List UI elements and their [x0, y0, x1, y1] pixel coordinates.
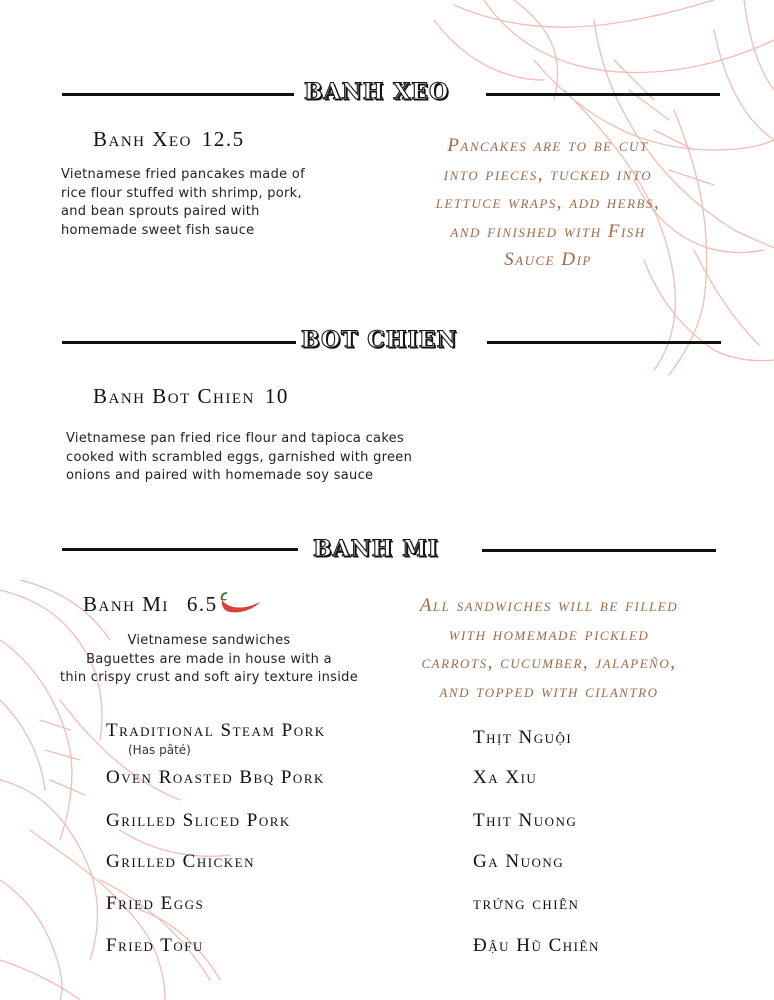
note-line: All sandwiches will be filled	[419, 595, 679, 616]
item-title-banh-mi	[83, 592, 218, 617]
section-title-bot-chien: BOT CHIEN	[301, 327, 458, 353]
section-rule-right	[487, 341, 721, 344]
note-line: and topped with cilantro	[439, 680, 659, 702]
item-price: 12.5	[201, 127, 245, 151]
filling-item-vi: Thit Nuong	[473, 810, 578, 831]
description-line: Baguettes are made in house with a	[86, 651, 332, 667]
item-title-banh-xeo	[93, 127, 245, 152]
description-line: homemade sweet fish sauce	[61, 222, 255, 238]
section-rule-right	[486, 93, 720, 96]
description-line: thin crispy crust and soft airy texture inside	[59, 670, 359, 685]
filling-item-vi: trứng chiên	[473, 893, 580, 914]
note-line: with homemade pickled	[448, 623, 650, 645]
item-description-bot-chien	[66, 430, 412, 486]
filling-item-en: Oven Roasted Bbq Pork	[106, 767, 325, 788]
filling-subnote: (Has pâté)	[128, 743, 191, 757]
filling-item-en: Grilled Chicken	[106, 851, 255, 872]
section-rule-right	[482, 549, 716, 552]
description-line: and bean sprouts paired with	[61, 204, 260, 219]
note-line: carrots, cucumber, jalapeño,	[421, 652, 677, 673]
note-line: lettuce wraps, add herbs,	[435, 192, 661, 213]
section-title-banh-xeo: BANH XEO	[304, 79, 450, 105]
description-line: rice flour stuffed with shrimp, pork,	[61, 185, 302, 201]
item-price: 6.5	[186, 592, 218, 616]
filling-item-vi: Đậu Hũ Chiên	[473, 935, 600, 956]
note-line: into pieces, tucked into	[443, 163, 653, 185]
filling-item-en: Grilled Sliced Pork	[106, 810, 291, 831]
serving-note-banh-mi	[388, 592, 710, 706]
section-rule-left	[62, 93, 294, 96]
item-description-banh-xeo	[61, 166, 305, 240]
filling-item-vi: Xa Xiu	[473, 767, 538, 788]
note-line: Sauce Dip	[504, 249, 592, 270]
note-line: and finished with Fish	[450, 220, 646, 242]
item-name: Banh Xeo	[93, 127, 192, 151]
item-price: 10	[264, 384, 289, 408]
section-rule-left	[62, 548, 298, 551]
filling-item-en: Fried Tofu	[106, 935, 204, 956]
note-line: Pancakes are to be cut	[447, 135, 649, 156]
chili-pepper-icon	[218, 592, 264, 614]
description-line: Vietnamese fried pancakes made of	[61, 167, 305, 182]
item-name: Banh Mi	[83, 592, 169, 616]
item-name: Banh Bot Chien	[93, 384, 255, 408]
description-line: Vietnamese pan fried rice flour and tapioca cakes	[66, 431, 405, 446]
filling-item-vi: Thịt Nguội	[473, 727, 573, 748]
item-description-banh-mi	[56, 632, 362, 688]
description-line: onions and paired with homemade soy sauce	[66, 468, 374, 483]
item-title-bot-chien	[93, 384, 289, 409]
section-title-banh-mi: BANH MI	[313, 536, 439, 562]
section-rule-left	[62, 341, 296, 344]
filling-item-en: Traditional Steam Pork	[106, 720, 326, 741]
description-line: cooked with scrambled eggs, garnished with green	[66, 449, 413, 465]
serving-note-banh-xeo	[398, 132, 698, 275]
description-line: Vietnamese sandwiches	[127, 633, 291, 648]
filling-item-vi: Ga Nuong	[473, 851, 565, 872]
filling-item-en: Fried Eggs	[106, 893, 205, 914]
